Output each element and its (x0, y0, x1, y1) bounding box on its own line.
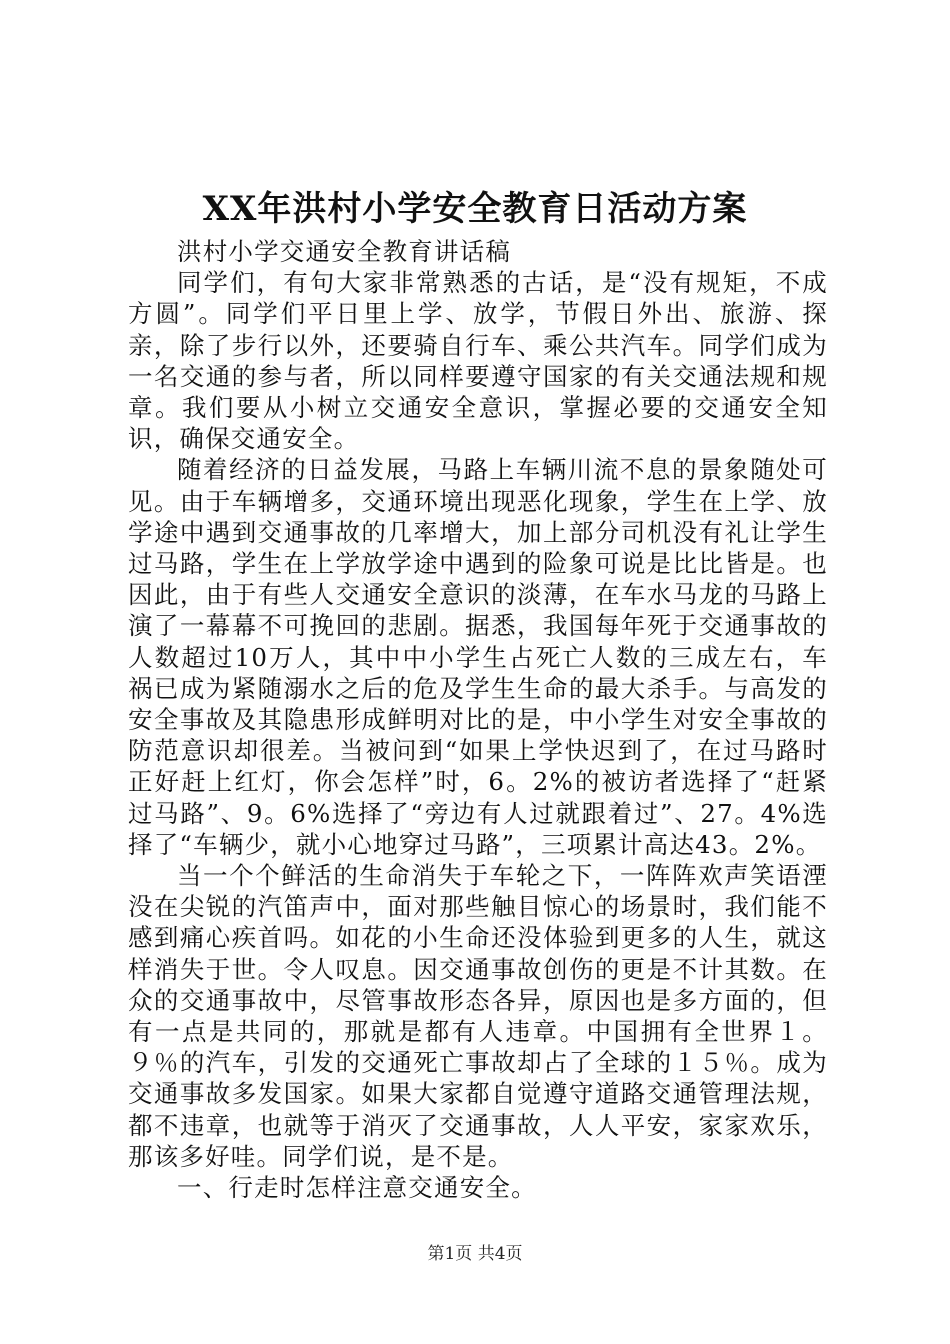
body-paragraph: 同学们，有句大家非常熟悉的古话，是“没有规矩，不成方圆”。同学们平日里上学、放学，节假日外出、旅游、探亲，除了步行以外，还要骑自行车、乘公共汽车。同学们成为一名交通的参与者，所以同样要遵守国家的有关交通法规和规章。我们要从小树立交通安全意识，掌握必要的交通安全知识，确保交通安全。 (128, 268, 828, 454)
subtitle-paragraph: 洪村小学交通安全教育讲话稿 (177, 237, 512, 266)
document-body (128, 236, 828, 1203)
body-paragraph: 随着经济的日益发展，马路上车辆川流不息的景象随处可见。由于车辆增多，交通环境出现恶化现象，学生在上学、放学途中遇到交通事故的几率增大，加上部分司机没有礼让学生过马路，学生在上学放学途中遇到的险象可说是比比皆是。也因此，由于有些人交通安全意识的淡薄，在车水马龙的马路上演了一幕幕不可挽回的悲剧。据悉，我国每年死于交通事故的人数超过10万人，其中中小学生占死亡人数的三成左右，车祸已成为紧随溺水之后的危及学生生命的最大杀手。与高发的安全事故及其隐患形成鲜明对比的是，中小学生对安全事故的防范意识却很差。当被问到“如果上学快迟到了，在过马路时正好赶上红灯，你会怎样”时，6。2%的被访者选择了“赶紧过马路”、9。6%选择了“旁边有人过就跟着过”、27。4%选择了“车辆少，就小心地穿过马路”，三项累计高达43。2%。 (128, 455, 828, 859)
document-title: XX年洪村小学安全教育日活动方案 (202, 189, 748, 229)
page-footer: 第1页 共4页 (427, 1244, 523, 1264)
body-paragraph: 当一个个鲜活的生命消失于车轮之下，一阵阵欢声笑语湮没在尖锐的汽笛声中，面对那些触目惊心的场景时，我们能不感到痛心疾首吗。如花的小生命还没体验到更多的人生，就这样消失于世。令人叹息。因交通事故创伤的更是不计其数。在众的交通事故中，尽管事故形态各异，原因也是多方面的，但有一点是共同的，那就是都有人违章。中国拥有全世界１。９％的汽车，引发的交通死亡事故却占了全球的１５％。成为交通事故多发国家。如果大家都自觉遵守道路交通管理法规，都不违章，也就等于消灭了交通事故，人人平安，家家欢乐，那该多好哇。同学们说，是不是。 (128, 861, 828, 1171)
section-heading: 一、行走时怎样注意交通安全。 (177, 1173, 537, 1203)
